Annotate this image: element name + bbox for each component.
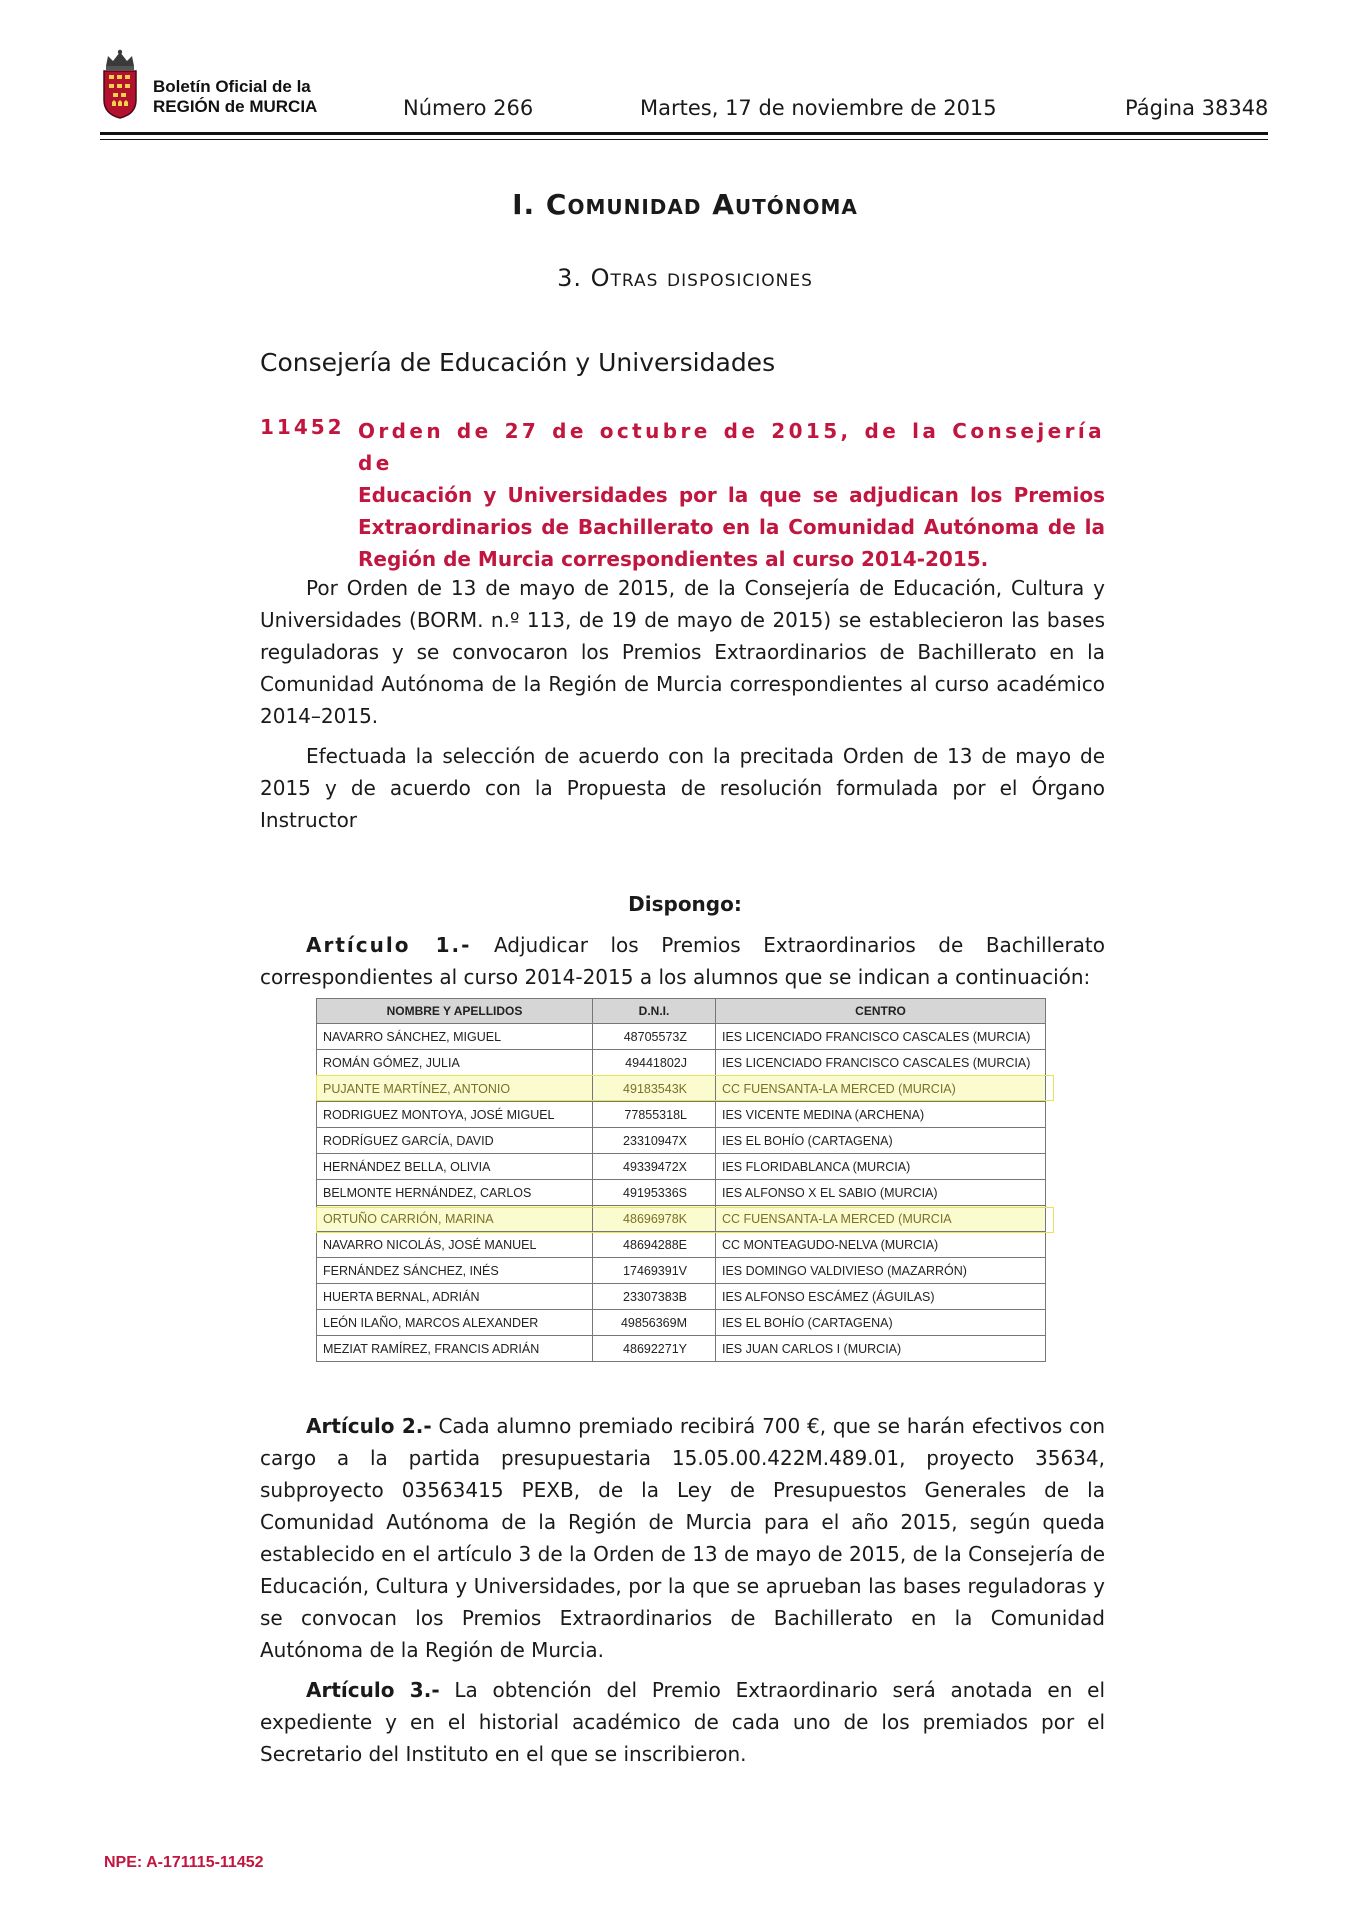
cell-centro: IES DOMINGO VALDIVIESO (MAZARRÓN) <box>716 1258 1046 1284</box>
cell-centro: CC FUENSANTA-LA MERCED (MURCIA) <box>716 1076 1046 1102</box>
article-1 <box>260 929 1105 993</box>
table-row-highlighted <box>317 1076 1046 1102</box>
dispongo-heading: Dispongo: <box>628 892 742 916</box>
article-2-label: Artículo 2.- <box>306 1414 432 1438</box>
brand-line-2: REGIÓN de MURCIA <box>153 97 318 116</box>
cell-centro: IES EL BOHÍO (CARTAGENA) <box>716 1128 1046 1154</box>
table-row <box>317 1128 1046 1154</box>
cell-dni: 49856369M <box>593 1310 716 1336</box>
table-row-highlighted <box>317 1206 1046 1232</box>
cell-dni: 23310947X <box>593 1128 716 1154</box>
section-title: I. Comunidad Autónoma <box>512 188 858 221</box>
preamble-text-2: Efectuada la selección de acuerdo con la precitada Orden de 13 de mayo de 2015 y de acuerdo con la Propuesta de resolución formulada por el Órgano Instructor <box>260 744 1105 832</box>
preamble-paragraph-2 <box>260 740 1105 836</box>
section-subtitle: 3. Otras disposiciones <box>557 264 813 292</box>
cell-dni: 49441802J <box>593 1050 716 1076</box>
cell-dni: 48696978K <box>593 1206 716 1232</box>
cell-centro: IES EL BOHÍO (CARTAGENA) <box>716 1310 1046 1336</box>
header-centro: CENTRO <box>716 999 1046 1024</box>
table-row <box>317 1284 1046 1310</box>
table-row <box>317 1258 1046 1284</box>
cell-nombre: NAVARRO SÁNCHEZ, MIGUEL <box>317 1024 593 1050</box>
cell-dni: 49339472X <box>593 1154 716 1180</box>
article-1-label: Artículo 1.- <box>306 933 472 957</box>
bulletin-brand <box>153 77 317 117</box>
cell-dni: 48705573Z <box>593 1024 716 1050</box>
cell-centro: IES FLORIDABLANCA (MURCIA) <box>716 1154 1046 1180</box>
table-row <box>317 1024 1046 1050</box>
cell-nombre: LEÓN ILAÑO, MARCOS ALEXANDER <box>317 1310 593 1336</box>
header-rule-thin <box>100 139 1268 140</box>
cell-nombre: MEZIAT RAMÍREZ, FRANCIS ADRIÁN <box>317 1336 593 1362</box>
cell-nombre: HERNÁNDEZ BELLA, OLIVIA <box>317 1154 593 1180</box>
cell-nombre: PUJANTE MARTÍNEZ, ANTONIO <box>317 1076 593 1102</box>
article-3-label: Artículo 3.- <box>306 1678 440 1702</box>
murcia-coat-of-arms-icon <box>100 48 140 120</box>
cell-nombre: FERNÁNDEZ SÁNCHEZ, INÉS <box>317 1258 593 1284</box>
cell-centro: IES VICENTE MEDINA (ARCHENA) <box>716 1102 1046 1128</box>
preamble-paragraph-1 <box>260 572 1105 732</box>
article-1-text: Adjudicar los Premios Extraordinarios de Bachillerato correspondientes al curso 2014-2015 a los alumnos que se indican a continuación: <box>260 933 1105 989</box>
issue-date: Martes, 17 de noviembre de 2015 <box>640 96 997 120</box>
header-nombre: NOMBRE Y APELLIDOS <box>317 999 593 1024</box>
order-title-line-1: Orden de 27 de octubre de 2015, de la Consejería de <box>358 419 1105 475</box>
article-3-text: La obtención del Premio Extraordinario será anotada en el expediente y en el historial académico de cada uno de los premiados por el Secretario del Instituto en el que se inscribieron. <box>260 1678 1106 1766</box>
article-2 <box>260 1410 1105 1666</box>
table-row <box>317 1180 1046 1206</box>
table-row <box>317 1050 1046 1076</box>
preamble-text-1: Por Orden de 13 de mayo de 2015, de la Consejería de Educación, Cultura y Universidades (BORM. n.º 113, de 19 de mayo de 2015) se establecieron las bases reguladoras y se convocaron los Premios Extraordinarios de Bachillerato en la Comunidad Autónoma de la Región de Murcia correspondientes al curso académico 2014–2015. <box>260 576 1105 728</box>
order-number: 11452 <box>260 415 345 439</box>
cell-dni: 48692271Y <box>593 1336 716 1362</box>
table-row <box>317 1102 1046 1128</box>
cell-centro: IES ALFONSO ESCÁMEZ (ÁGUILAS) <box>716 1284 1046 1310</box>
cell-dni: 23307383B <box>593 1284 716 1310</box>
cell-dni: 48694288E <box>593 1232 716 1258</box>
table-row <box>317 1232 1046 1258</box>
order-title-rest: Educación y Universidades por la que se adjudican los Premios Extraordinarios de Bachillerato en la Comunidad Autónoma de la Región de Murcia correspondientes al curso 2014-2015. <box>358 483 1105 571</box>
header-rule-thick <box>100 132 1268 135</box>
cell-centro: IES LICENCIADO FRANCISCO CASCALES (MURCIA) <box>716 1024 1046 1050</box>
npe-footer: NPE: A-171115-11452 <box>104 1854 264 1871</box>
cell-centro: IES LICENCIADO FRANCISCO CASCALES (MURCIA) <box>716 1050 1046 1076</box>
cell-dni: 17469391V <box>593 1258 716 1284</box>
cell-nombre: ORTUÑO CARRIÓN, MARINA <box>317 1206 593 1232</box>
cell-centro: IES JUAN CARLOS I (MURCIA) <box>716 1336 1046 1362</box>
table-row <box>317 1154 1046 1180</box>
cell-nombre: NAVARRO NICOLÁS, JOSÉ MANUEL <box>317 1232 593 1258</box>
table-header-row <box>317 999 1046 1024</box>
cell-centro: CC MONTEAGUDO-NELVA (MURCIA) <box>716 1232 1046 1258</box>
cell-centro: IES ALFONSO X EL SABIO (MURCIA) <box>716 1180 1046 1206</box>
header-dni: D.N.I. <box>593 999 716 1024</box>
cell-dni: 49183543K <box>593 1076 716 1102</box>
cell-nombre: ROMÁN GÓMEZ, JULIA <box>317 1050 593 1076</box>
cell-nombre: HUERTA BERNAL, ADRIÁN <box>317 1284 593 1310</box>
awards-table <box>316 998 1046 1362</box>
cell-dni: 77855318L <box>593 1102 716 1128</box>
cell-dni: 49195336S <box>593 1180 716 1206</box>
table-row <box>317 1336 1046 1362</box>
article-3 <box>260 1674 1105 1770</box>
cell-nombre: BELMONTE HERNÁNDEZ, CARLOS <box>317 1180 593 1206</box>
table-row <box>317 1310 1046 1336</box>
order-title <box>358 415 1105 575</box>
brand-line-1: Boletín Oficial de la <box>153 77 311 96</box>
cell-nombre: RODRIGUEZ MONTOYA, JOSÉ MIGUEL <box>317 1102 593 1128</box>
cell-nombre: RODRÍGUEZ GARCÍA, DAVID <box>317 1128 593 1154</box>
issue-number: Número 266 <box>403 96 534 120</box>
article-2-text: Cada alumno premiado recibirá 700 €, que se harán efectivos con cargo a la partida presupuestaria 15.05.00.422M.489.01, proyecto 35634, subproyecto 03563415 PEXB, de la Ley de Presupuestos Generales de la Comunidad Autónoma de la Región de Murcia para el año 2015, según queda establecido en el artículo 3 de la Orden de 13 de mayo de 2015, de la Consejería de Educación, Cultura y Universidades, por la que se aprueban las bases reguladoras y se convocan los Premios Extraordinarios de Bachillerato en la Comunidad Autónoma de la Región de Murcia. <box>260 1414 1106 1662</box>
cell-centro: CC FUENSANTA-LA MERCED (MURCIA <box>716 1206 1046 1232</box>
department-name: Consejería de Educación y Universidades <box>260 348 776 377</box>
page-number: Página 38348 <box>1125 96 1269 120</box>
